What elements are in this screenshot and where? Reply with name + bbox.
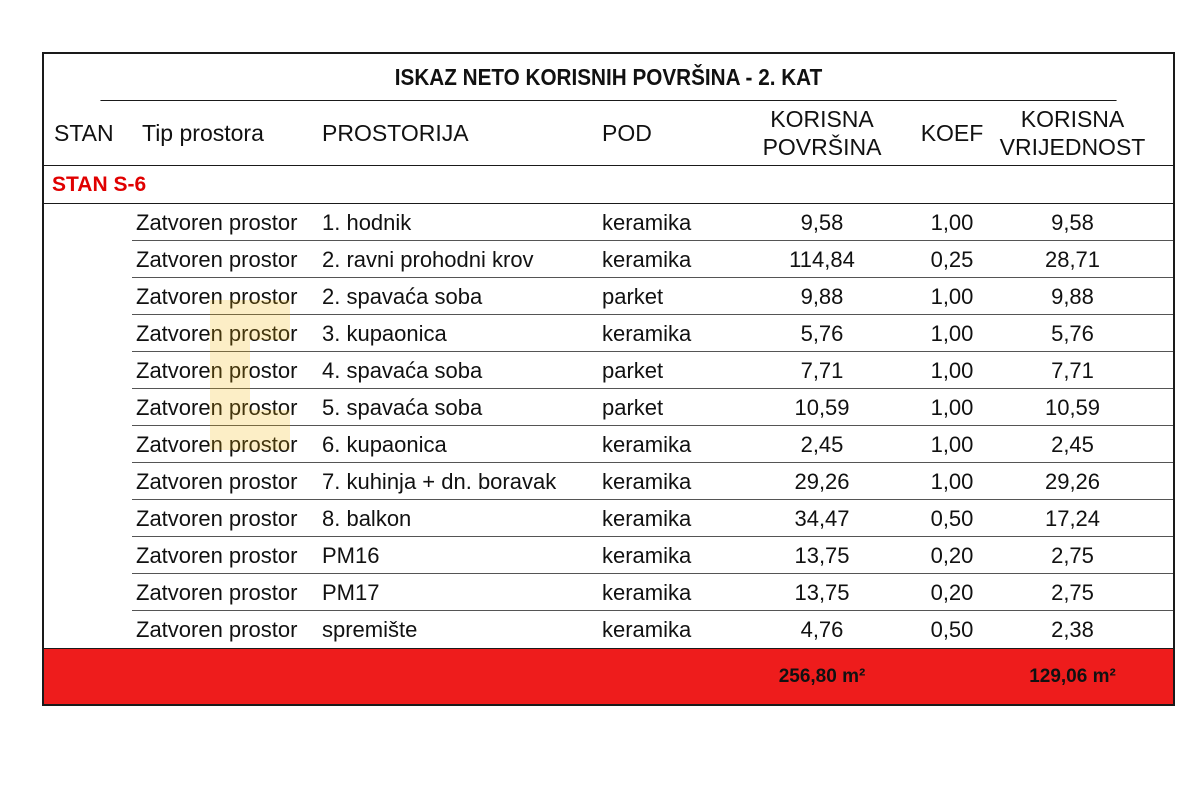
cell-korisna-vrijednost: 5,76 xyxy=(1051,320,1094,346)
table-row xyxy=(44,537,1173,574)
cell-koef: 0,25 xyxy=(930,246,974,272)
cell-tip-prostora: Zatvoren prostor xyxy=(136,283,298,309)
cell-korisna-povrsina: 34,47 xyxy=(794,505,850,531)
cell-korisna-povrsina: 13,75 xyxy=(794,542,850,568)
cell-korisna-vrijednost: 28,71 xyxy=(1044,246,1101,272)
cell-prostorija: PM17 xyxy=(322,579,380,605)
table-row xyxy=(44,241,1173,278)
cell-pod: parket xyxy=(602,357,664,383)
cell-koef: 1,00 xyxy=(930,320,974,346)
table-row xyxy=(44,500,1173,537)
cell-korisna-vrijednost: 9,58 xyxy=(1051,209,1094,235)
header-korisna-povrsina xyxy=(732,105,912,161)
cell-koef: 1,00 xyxy=(930,394,974,420)
total-vrijednost: 129,06 m² xyxy=(1029,665,1116,687)
cell-prostorija: 1. hodnik xyxy=(322,209,412,235)
cell-tip-prostora: Zatvoren prostor xyxy=(136,357,298,383)
table-body xyxy=(44,204,1173,648)
cell-prostorija: 6. kupaonica xyxy=(322,431,447,457)
cell-prostorija: 3. kupaonica xyxy=(322,320,447,346)
cell-koef: 0,20 xyxy=(930,579,974,605)
total-row xyxy=(44,648,1173,704)
cell-tip-prostora: Zatvoren prostor xyxy=(136,616,298,642)
cell-koef: 1,00 xyxy=(930,283,974,309)
cell-korisna-vrijednost: 9,88 xyxy=(1051,283,1094,309)
cell-korisna-vrijednost: 2,45 xyxy=(1051,431,1094,457)
cell-korisna-vrijednost: 7,71 xyxy=(1051,357,1094,383)
table-row xyxy=(44,611,1173,648)
cell-korisna-povrsina: 29,26 xyxy=(794,468,850,494)
header-stan: STAN xyxy=(54,120,114,146)
header-tip-prostora: Tip prostora xyxy=(142,120,264,146)
cell-korisna-povrsina: 9,58 xyxy=(800,209,844,235)
header-korisna-vrijednost xyxy=(992,105,1153,161)
table-row xyxy=(44,204,1173,241)
header-korisna-povrsina-line2: POVRŠINA xyxy=(762,134,882,160)
cell-tip-prostora: Zatvoren prostor xyxy=(136,468,298,494)
cell-korisna-povrsina: 10,59 xyxy=(794,394,850,420)
cell-tip-prostora: Zatvoren prostor xyxy=(136,505,298,531)
cell-pod: keramika xyxy=(602,320,692,346)
cell-koef: 1,00 xyxy=(930,357,974,383)
header-korisna-vrijednost-line2: VRIJEDNOST xyxy=(999,134,1146,160)
cell-koef: 0,50 xyxy=(930,505,974,531)
cell-pod: keramika xyxy=(602,579,692,605)
table-row xyxy=(44,389,1173,426)
cell-korisna-vrijednost: 2,75 xyxy=(1051,542,1094,568)
cell-pod: parket xyxy=(602,283,664,309)
cell-prostorija: 8. balkon xyxy=(322,505,412,531)
cell-korisna-povrsina: 114,84 xyxy=(789,246,855,272)
cell-tip-prostora: Zatvoren prostor xyxy=(136,394,298,420)
cell-tip-prostora: Zatvoren prostor xyxy=(136,246,298,272)
cell-koef: 1,00 xyxy=(930,468,974,494)
cell-korisna-povrsina: 4,76 xyxy=(800,616,844,642)
cell-korisna-vrijednost: 17,24 xyxy=(1044,505,1101,531)
cell-korisna-povrsina: 7,71 xyxy=(800,357,844,383)
cell-pod: keramika xyxy=(602,542,692,568)
cell-prostorija: spremište xyxy=(322,616,418,642)
cell-tip-prostora: Zatvoren prostor xyxy=(136,209,298,235)
cell-korisna-povrsina: 5,76 xyxy=(800,320,844,346)
cell-tip-prostora: Zatvoren prostor xyxy=(136,579,298,605)
cell-pod: keramika xyxy=(602,431,692,457)
cell-prostorija: 2. ravni prohodni krov xyxy=(322,246,534,272)
header-prostorija: PROSTORIJA xyxy=(322,120,469,146)
cell-koef: 0,20 xyxy=(930,542,974,568)
table-row xyxy=(44,574,1173,611)
header-korisna-vrijednost-line1: KORISNA xyxy=(1020,106,1125,132)
cell-prostorija: 5. spavaća soba xyxy=(322,394,483,420)
cell-pod: keramika xyxy=(602,246,692,272)
cell-tip-prostora: Zatvoren prostor xyxy=(136,320,298,346)
header-korisna-povrsina-line1: KORISNA xyxy=(770,106,874,132)
cell-korisna-povrsina: 2,45 xyxy=(800,431,844,457)
cell-pod: keramika xyxy=(602,505,692,531)
cell-koef: 0,50 xyxy=(930,616,974,642)
total-povrsina: 256,80 m² xyxy=(778,665,866,687)
cell-korisna-vrijednost: 10,59 xyxy=(1044,394,1101,420)
table-row xyxy=(44,315,1173,352)
cell-pod: parket xyxy=(602,394,664,420)
table-row xyxy=(44,352,1173,389)
cell-prostorija: 2. spavaća soba xyxy=(322,283,483,309)
cell-prostorija: 4. spavaća soba xyxy=(322,357,483,383)
cell-korisna-vrijednost: 2,38 xyxy=(1051,616,1094,642)
cell-pod: keramika xyxy=(602,468,692,494)
cell-tip-prostora: Zatvoren prostor xyxy=(136,431,298,457)
table-row xyxy=(44,426,1173,463)
cell-korisna-povrsina: 13,75 xyxy=(794,579,850,605)
cell-prostorija: 7. kuhinja + dn. boravak xyxy=(322,468,557,494)
cell-prostorija: PM16 xyxy=(322,542,380,568)
table-row xyxy=(44,278,1173,315)
cell-pod: keramika xyxy=(602,209,692,235)
section-label: STAN S-6 xyxy=(44,166,1173,204)
area-table xyxy=(42,52,1175,706)
table-title: ISKAZ NETO KORISNIH POVRŠINA - 2. KAT xyxy=(100,54,1116,101)
cell-korisna-vrijednost: 29,26 xyxy=(1044,468,1101,494)
cell-korisna-povrsina: 9,88 xyxy=(800,283,844,309)
header-koef: KOEF xyxy=(920,120,984,146)
table-header xyxy=(44,101,1173,166)
cell-tip-prostora: Zatvoren prostor xyxy=(136,542,298,568)
header-pod: POD xyxy=(602,120,652,146)
cell-koef: 1,00 xyxy=(930,209,974,235)
cell-pod: keramika xyxy=(602,616,692,642)
cell-korisna-vrijednost: 2,75 xyxy=(1051,579,1094,605)
cell-koef: 1,00 xyxy=(930,431,974,457)
table-row xyxy=(44,463,1173,500)
